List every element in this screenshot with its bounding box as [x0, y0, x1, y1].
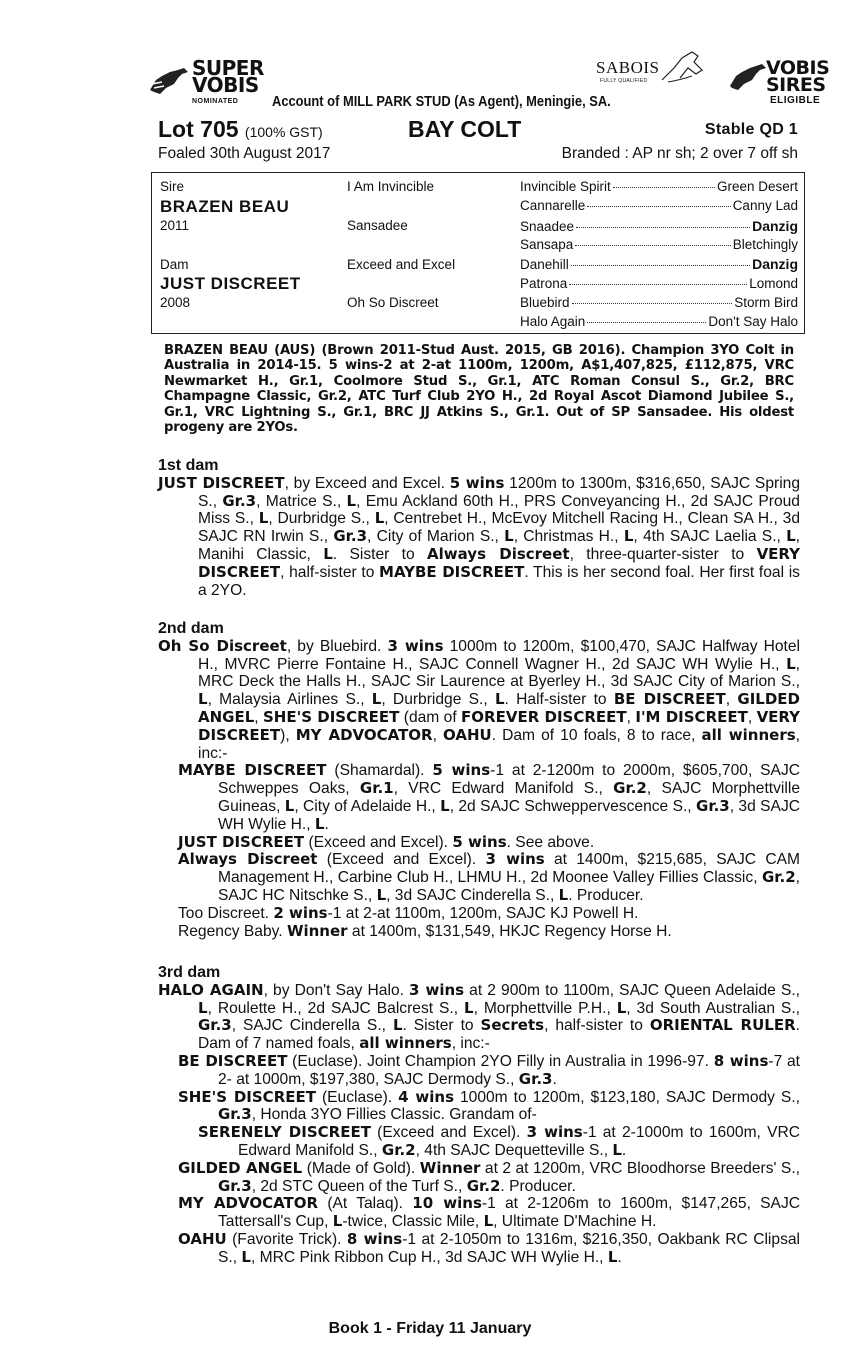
great-grandparent-sire: Canny Lad	[732, 198, 798, 214]
first-dam-heading: 1st dam	[158, 457, 219, 474]
sabois-logo: SABOIS FULLY QUALIFIED	[596, 50, 706, 90]
progeny-entry: Always Discreet (Exceed and Excel). 3 wins at 1400m, $215,685, SAJC CAM Management H., Carbine Club H., LHMU H., 2d Moonee Valley Fillies Classic, Gr.2, SAJC HC Nitschke S., L, 3d SAJC Cinderella S., L. Producer.	[178, 850, 800, 904]
progeny-entry: GILDED ANGEL (Made of Gold). Winner at 2 at 1200m, VRC Bloodhorse Breeders' S., Gr.3, 2d STC Queen of the Turf S., Gr.2. Producer.	[178, 1158, 801, 1195]
progeny-entry: MAYBE DISCREET (Shamardal). 5 wins-1 at 2-1200m to 2000m, $605,700, SAJC Schweppes Oaks, Gr.1, VRC Edward Manifold S., Gr.2, SAJC Morphettville Guineas, L, City of Adelaide H., L, 2d SAJC Schweppervescence S., Gr.3, 3d SAJC WH Wylie H., L.	[178, 761, 801, 833]
great-grandparent-sire: Green Desert	[716, 179, 798, 194]
great-grandparent-name: Sansapa	[520, 236, 574, 252]
horse-icon	[728, 62, 768, 92]
dam-label: Dam	[160, 257, 189, 272]
great-grandparent-name: Bluebird	[520, 294, 570, 310]
third-dam-heading: 3rd dam	[158, 964, 221, 981]
lot-number: Lot 705 (100% GST)	[158, 116, 323, 142]
great-grandparent-sire: Danzig	[752, 217, 798, 234]
second-dam-section	[158, 620, 800, 940]
progeny-entry: OAHU (Favorite Trick). 8 wins-1 at 2-1050m to 1316m, $216,350, Oakbank RC Clipsal S., L, MRC Pink Ribbon Cup H., 3d SAJC WH Wylie H., L.	[178, 1229, 801, 1266]
great-grandparent-row	[520, 256, 798, 272]
lot-description: BAY COLT	[408, 116, 522, 142]
great-grandparent-name: Halo Again	[520, 314, 586, 330]
great-grandparent-row	[520, 276, 798, 291]
progeny-entry: SERENELY DISCREET (Exceed and Excel). 3 wins-1 at 2-1000m to 1600m, VRC Edward Manifold S., Gr.2, 4th SAJC Dequetteville S., L.	[198, 1123, 800, 1159]
dam-year: 2008	[160, 295, 191, 310]
stable-code: Stable QD 1	[704, 121, 798, 138]
great-grandparent-row	[520, 198, 798, 213]
sire-description: BRAZEN BEAU (AUS) (Brown 2011-Stud Aust. 2015, GB 2016). Champion 3YO Colt in Australia in 2014-15. 5 wins-2 at 2-at 1100m, 1200m, A$1,407,825, £112,875, VRC Newmarket H., Gr.1, Coolmore Stud S., Gr.1, ATC Roman Consul S., Gr.2, BRC Champagne Classic, Gr.2, ATC Turf Club 2YO H., 2d Royal Ascot Diamond Jubilee S., Gr.1, VRC Lightning S., Gr.1, BRC JJ Atkins S., Gr.1. Out of SP Sansadee. His oldest progeny are 2YOs.	[164, 343, 794, 436]
great-grandparent-name: Danehill	[520, 257, 569, 273]
horse-head-icon	[658, 50, 706, 86]
pedigree-table	[151, 172, 805, 334]
great-grandparent-row	[520, 295, 798, 310]
third-dam-section	[158, 964, 800, 1267]
vobis-sires-logo: VOBIS SIRES ELIGIBLE	[728, 58, 856, 108]
great-grandparent-row	[520, 218, 798, 234]
super-vobis-nominated: NOMINATED	[192, 98, 239, 105]
progeny-entry: MY ADVOCATOR (At Talaq). 10 wins-1 at 2-1206m to 1600m, $147,265, SAJC Tattersall's Cup, L-twice, Classic Mile, L, Ultimate D'Machine H.	[178, 1194, 801, 1231]
grandsire-maternal: Exceed and Excel	[347, 257, 456, 272]
granddam-maternal: Oh So Discreet	[347, 295, 439, 310]
brand-description: Branded : AP nr sh; 2 over 7 off sh	[561, 145, 798, 162]
great-grandparent-sire: Danzig	[752, 256, 798, 273]
grandsire: I Am Invincible	[347, 179, 435, 194]
foaled-date: Foaled 30th August 2017	[158, 145, 331, 162]
granddam-paternal: Sansadee	[347, 218, 408, 233]
progeny-entry: Regency Baby. Winner at 1400m, $131,549, HKJC Regency Horse H.	[178, 921, 672, 940]
great-grandparent-sire: Bletchingly	[732, 236, 798, 252]
great-grandparent-row	[520, 237, 798, 252]
great-grandparent-name: Patrona	[520, 275, 568, 291]
great-grandparent-sire: Lomond	[749, 275, 798, 291]
second-dam-heading: 2nd dam	[158, 620, 224, 637]
progeny-entry: JUST DISCREET (Exceed and Excel). 5 wins. See above.	[178, 832, 595, 851]
third-dam-entry: HALO AGAIN, by Don't Say Halo. 3 wins at 2 900m to 1100m, SAJC Queen Adelaide S., L, Roulette H., 2d SAJC Balcrest S., L, Morphettville P.H., L, 3d South Australian S., Gr.3, SAJC Cinderella S., L. Sister to Secrets, half-sister to ORIENTAL RULER. Dam of 7 named foals, all winners, inc:-	[158, 980, 801, 1053]
dam-name: JUST DISCREET	[160, 274, 301, 293]
great-grandparent-name: Cannarelle	[520, 198, 586, 214]
great-grandparent-name: Snaadee	[520, 218, 575, 234]
second-dam-entry: Oh So Discreet, by Bluebird. 3 wins 1000m to 1200m, $100,470, SAJC Halfway Hotel H., MVRC Pierre Fontaine H., SAJC Connell Wagner H., 2d SAJC WH Wylie H., L, MRC Deck the Halls H., SAJC Sir Laurence at Byerley H., 3d SAJC City of Marion S., L, Malaysia Airlines S., L, Durbridge S., L. Half-sister to BE DISCREET, GILDED ANGEL, SHE'S DISCREET (dam of FOREVER DISCREET, I'M DISCREET, VERY DISCREET), MY ADVOCATOR, OAHU. Dam of 10 foals, 8 to race, all winners, inc:-	[158, 636, 801, 762]
great-grandparent-name: Invincible Spirit	[520, 179, 611, 194]
progeny-entry: Too Discreet. 2 wins-1 at 2-at 1100m, 1200m, SAJC KJ Powell H.	[178, 903, 639, 922]
progeny-entry: BE DISCREET (Euclase). Joint Champion 2YO Filly in Australia in 1996-97. 8 wins-7 at 2- at 1000m, $197,380, SAJC Dermody S., Gr.3.	[178, 1051, 800, 1088]
sire-year: 2011	[160, 218, 190, 233]
progeny-entry: SHE'S DISCREET (Euclase). 4 wins 1000m to 1200m, $123,180, SAJC Dermody S., Gr.3, Honda 3YO Fillies Classic. Grandam of-	[178, 1087, 801, 1124]
great-grandparent-sire: Don't Say Halo	[708, 314, 798, 330]
great-grandparent-row	[520, 314, 798, 329]
page-footer: Book 1 - Friday 11 January	[328, 1320, 532, 1337]
great-grandparent-sire: Storm Bird	[734, 294, 798, 310]
first-dam-section	[158, 457, 800, 599]
super-vobis-text: SUPER VOBIS	[192, 56, 264, 97]
super-vobis-logo	[148, 56, 273, 108]
great-grandparent-row	[520, 179, 798, 194]
sire-label: Sire	[160, 179, 185, 194]
sire-name: BRAZEN BEAU	[160, 197, 290, 216]
first-dam-entry: JUST DISCREET, by Exceed and Excel. 5 wins 1200m to 1300m, $316,650, SAJC Spring S., Gr.3, Matrice S., L, Emu Ackland 60th H., PRS Conveyancing H., 2d SAJC Proud Miss S., L, Durbridge S., L, Centrebet H., McEvoy Mitchell Racing H., Clean SA H., 3d SAJC RN Irwin S., Gr.3, City of Marion S., L, Christmas H., L, 4th SAJC Laelia S., L, Manihi Classic, L. Sister to Always Discreet, three-quarter-sister to VERY DISCREET, half-sister to MAYBE DISCREET. This is her second foal. Her first foal is a 2YO.	[158, 473, 801, 599]
horse-icon	[148, 66, 192, 96]
vendor-line: Account of MILL PARK STUD (As Agent), Meningie, SA.	[272, 93, 611, 110]
